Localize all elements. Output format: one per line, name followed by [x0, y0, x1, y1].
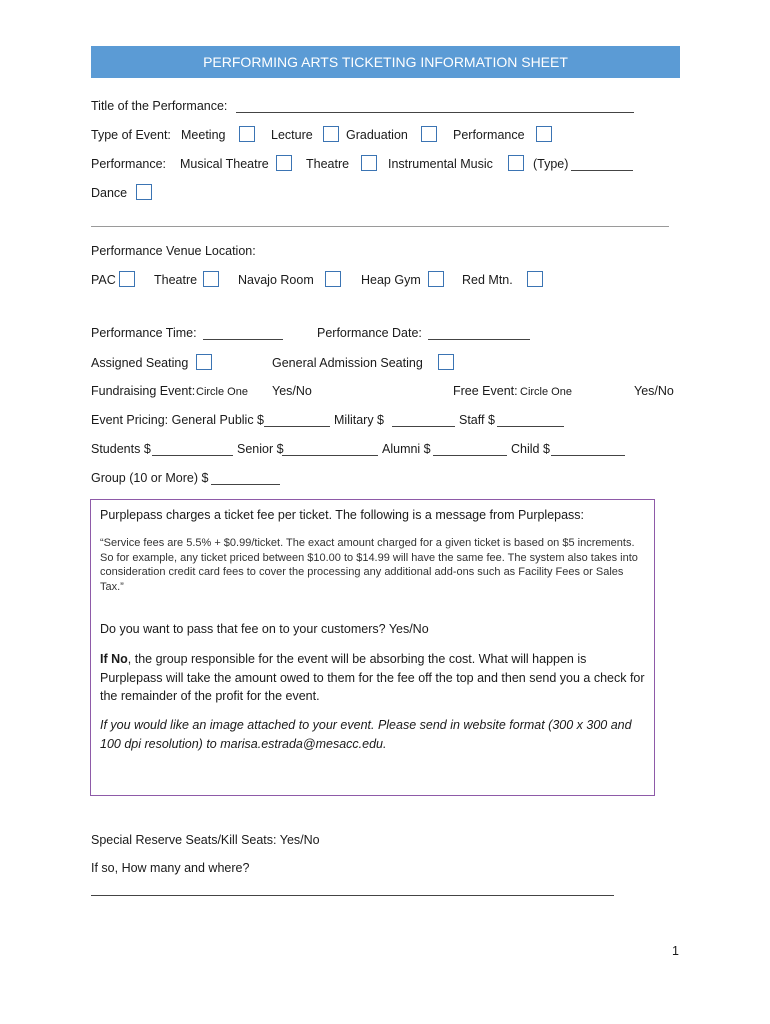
pricing-general-public-field[interactable]: [264, 426, 330, 427]
performance-musical-theatre-label: Musical Theatre: [180, 157, 269, 171]
pricing-students-label: Students $: [91, 442, 151, 456]
event-type-lecture-checkbox[interactable]: [323, 126, 339, 142]
performance-instrumental-music-checkbox[interactable]: [508, 155, 524, 171]
fundraising-circle-one: Circle One: [196, 386, 248, 398]
notice-if-no-text: , the group responsible for the event will be absorbing the cost. What will happen is Purplepass will take the amount owed to them for the fee off the top and then send you a check for the remainder of the profit for the event.: [100, 652, 645, 703]
page-title-text: PERFORMING ARTS TICKETING INFORMATION SHEET: [203, 54, 568, 70]
pricing-general-public-label: Event Pricing: General Public $: [91, 413, 265, 427]
event-type-graduation-label: Graduation: [346, 128, 408, 142]
free-event-label: Free Event:: [453, 384, 518, 398]
title-of-performance-field[interactable]: [236, 112, 634, 113]
page-title: [91, 46, 680, 78]
event-type-label: Type of Event:: [91, 128, 171, 142]
how-many-label: If so, How many and where?: [91, 861, 250, 875]
venue-theatre-label: Theatre: [154, 273, 198, 287]
venue-navajo-room-checkbox[interactable]: [325, 271, 341, 287]
free-event-circle-one: Circle One: [520, 386, 572, 398]
pricing-group-field[interactable]: [211, 484, 280, 485]
performance-dance-label: Dance: [91, 186, 128, 200]
pricing-military-label: Military $: [334, 413, 385, 427]
title-of-performance-label: Title of the Performance:: [91, 99, 228, 113]
notice-if-no-label: If No: [100, 652, 128, 666]
event-type-meeting-checkbox[interactable]: [239, 126, 255, 142]
pricing-child-label: Child $: [511, 442, 550, 456]
notice-quote: “Service fees are 5.5% + $0.99/ticket. The exact amount charged for a given ticket is based on $5 increments. So for example, any ticket priced between $10.00 to $14.99 will have the same fee. The system also takes into consideration credit card fees to cover the processing any additional add-ons such as Facility Fees or Sales Tax.”: [100, 537, 638, 593]
performance-label: Performance:: [91, 157, 167, 171]
pricing-staff-label: Staff $: [459, 413, 495, 427]
notice-image-note: If you would like an image attached to your event. Please send in website format (300 x 300 and 100 dpi resolution) to marisa.estrada@mesacc.edu.: [100, 718, 632, 751]
pricing-staff-field[interactable]: [497, 426, 564, 427]
venue-red-mtn-checkbox[interactable]: [527, 271, 543, 287]
assigned-seating-label: Assigned Seating: [91, 356, 189, 370]
event-type-performance-label: Performance: [453, 128, 525, 142]
performance-time-label: Performance Time:: [91, 326, 197, 340]
venue-heap-gym-checkbox[interactable]: [428, 271, 444, 287]
performance-time-field[interactable]: [203, 339, 283, 340]
venue-theatre-checkbox[interactable]: [203, 271, 219, 287]
fundraising-yes-no[interactable]: Yes/No: [272, 384, 312, 398]
performance-theatre-label: Theatre: [306, 157, 350, 171]
free-event-yes-no[interactable]: Yes/No: [634, 384, 674, 398]
venue-pac-label: PAC: [91, 273, 116, 287]
special-reserve-seats-label: Special Reserve Seats/Kill Seats: Yes/No: [91, 833, 320, 847]
event-type-lecture-label: Lecture: [271, 128, 313, 142]
performance-theatre-checkbox[interactable]: [361, 155, 377, 171]
performance-date-label: Performance Date:: [317, 326, 422, 340]
venue-pac-checkbox[interactable]: [119, 271, 135, 287]
pricing-senior-label: Senior $: [237, 442, 284, 456]
pricing-group-label: Group (10 or More) $: [91, 471, 209, 485]
event-type-meeting-label: Meeting: [181, 128, 226, 142]
pricing-alumni-field[interactable]: [433, 455, 507, 456]
venue-heap-gym-label: Heap Gym: [361, 273, 421, 287]
notice-fee-question: Do you want to pass that fee on to your customers? Yes/No: [100, 622, 429, 636]
event-type-graduation-checkbox[interactable]: [421, 126, 437, 142]
pricing-child-field[interactable]: [551, 455, 625, 456]
page-number: 1: [672, 944, 679, 958]
performance-type-label: (Type): [533, 157, 569, 171]
general-admission-checkbox[interactable]: [438, 354, 454, 370]
notice-intro: Purplepass charges a ticket fee per ticket. The following is a message from Purplepass:: [100, 508, 585, 522]
performance-instrumental-music-label: Instrumental Music: [388, 157, 493, 171]
venue-red-mtn-label: Red Mtn.: [462, 273, 513, 287]
venue-label: Performance Venue Location:: [91, 244, 256, 258]
general-admission-label: General Admission Seating: [272, 356, 423, 370]
performance-musical-theatre-checkbox[interactable]: [276, 155, 292, 171]
performance-type-field[interactable]: [571, 170, 633, 171]
performance-dance-checkbox[interactable]: [136, 184, 152, 200]
venue-navajo-room-label: Navajo Room: [238, 273, 314, 287]
pricing-senior-field[interactable]: [282, 455, 378, 456]
pricing-alumni-label: Alumni $: [382, 442, 431, 456]
performance-date-field[interactable]: [428, 339, 530, 340]
fundraising-event-label: Fundraising Event:: [91, 384, 196, 398]
section-divider: [91, 226, 669, 227]
event-type-performance-checkbox[interactable]: [536, 126, 552, 142]
how-many-field[interactable]: [91, 895, 614, 896]
pricing-military-field[interactable]: [392, 426, 455, 427]
notice-if-no-paragraph: [100, 650, 648, 706]
assigned-seating-checkbox[interactable]: [196, 354, 212, 370]
pricing-students-field[interactable]: [152, 455, 233, 456]
